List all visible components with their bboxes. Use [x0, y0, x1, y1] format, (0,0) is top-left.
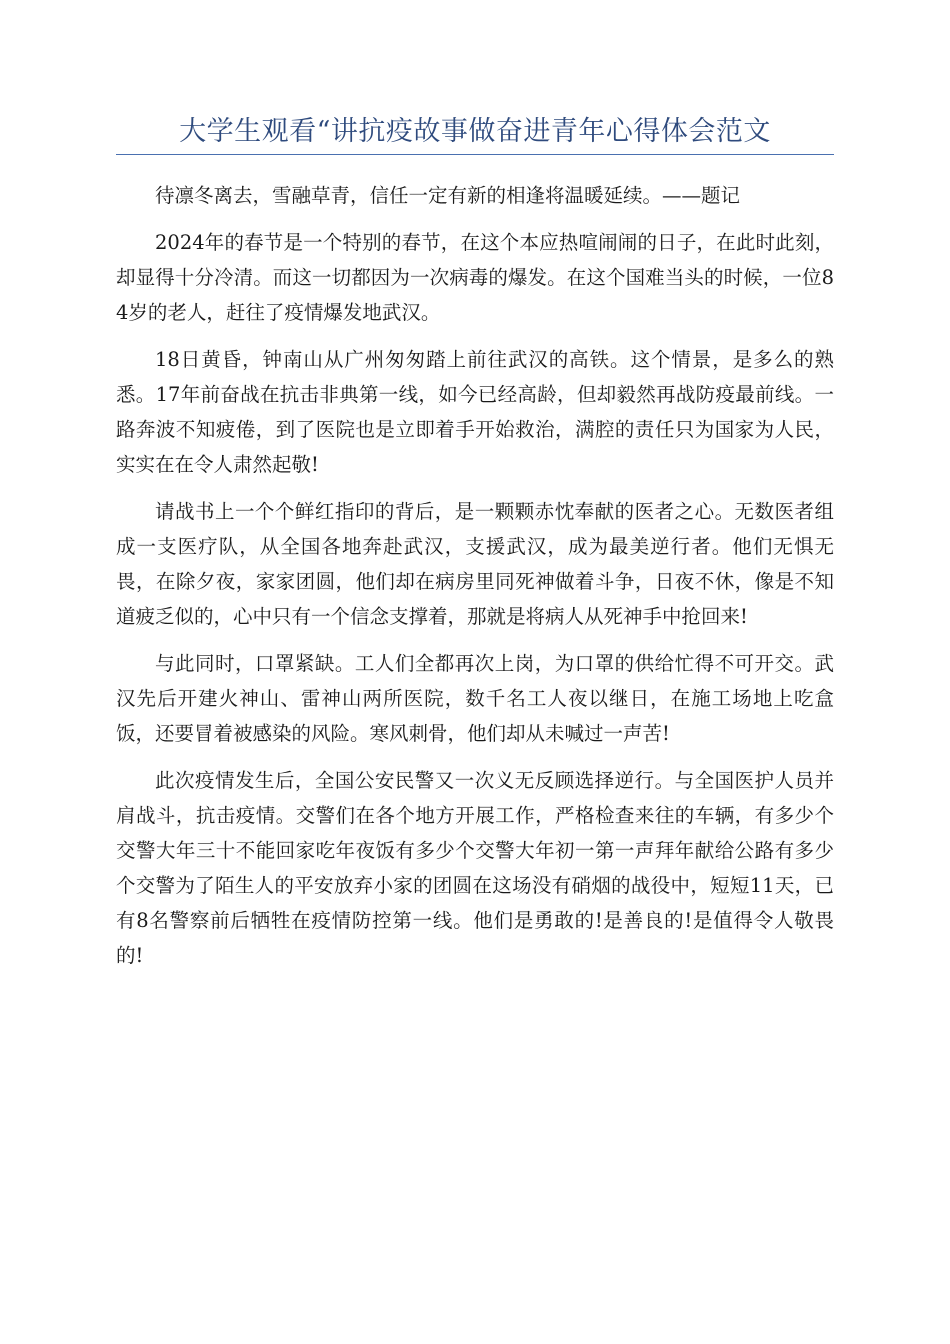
body-paragraph: 2024年的春节是一个特别的春节，在这个本应热喧闹闹的日子，在此时此刻，却显得十分冷清。而这一切都因为一次病毒的爆发。在这个国难当头的时候，一位84岁的老人，赶往了疫情爆发地武汉。: [116, 231, 834, 324]
body-paragraph: 此次疫情发生后，全国公安民警又一次义无反顾选择逆行。与全国医护人员并肩战斗，抗击疫情。交警们在各个地方开展工作，严格检查来往的车辆，有多少个交警大年三十不能回家吃年夜饭有多少个交警大年初一第一声拜年献给公路有多少个交警为了陌生人的平安放弃小家的团圆在这场没有硝烟的战役中，短短11天，已有8名警察前后牺牲在疫情防控第一线。他们是勇敢的!是善良的!是值得令人敬畏的!: [116, 769, 834, 967]
title-underline: [116, 154, 834, 155]
epigraph-paragraph: 待凛冬离去，雪融草青，信任一定有新的相逢将温暖延续。——题记: [155, 184, 741, 207]
document-body: [116, 160, 834, 985]
document-title: 大学生观看“讲抗疫故事做奋进青年心得体会范文: [179, 116, 771, 147]
body-paragraph: 与此同时，口罩紧缺。工人们全都再次上岗，为口罩的供给忙得不可开交。武汉先后开建火神山、雷神山两所医院，数千名工人夜以继日，在施工场地上吃盒饭，还要冒着被感染的风险。寒风刺骨，他们却从未喊过一声苦!: [116, 652, 834, 745]
body-paragraph: 18日黄昏，钟南山从广州匆匆踏上前往武汉的高铁。这个情景，是多么的熟悉。17年前奋战在抗击非典第一线，如今已经高龄，但却毅然再战防疫最前线。一路奔波不知疲倦，到了医院也是立即着手开始救治，满腔的责任只为国家为人民，实实在在令人肃然起敬!: [116, 348, 834, 476]
body-paragraph: 请战书上一个个鲜红指印的背后，是一颗颗赤忱奉献的医者之心。无数医者组成一支医疗队，从全国各地奔赴武汉，支援武汉，成为最美逆行者。他们无惧无畏，在除夕夜，家家团圆，他们却在病房里同死神做着斗争，日夜不休，像是不知道疲乏似的，心中只有一个信念支撑着，那就是将病人从死神手中抢回来!: [116, 500, 834, 628]
